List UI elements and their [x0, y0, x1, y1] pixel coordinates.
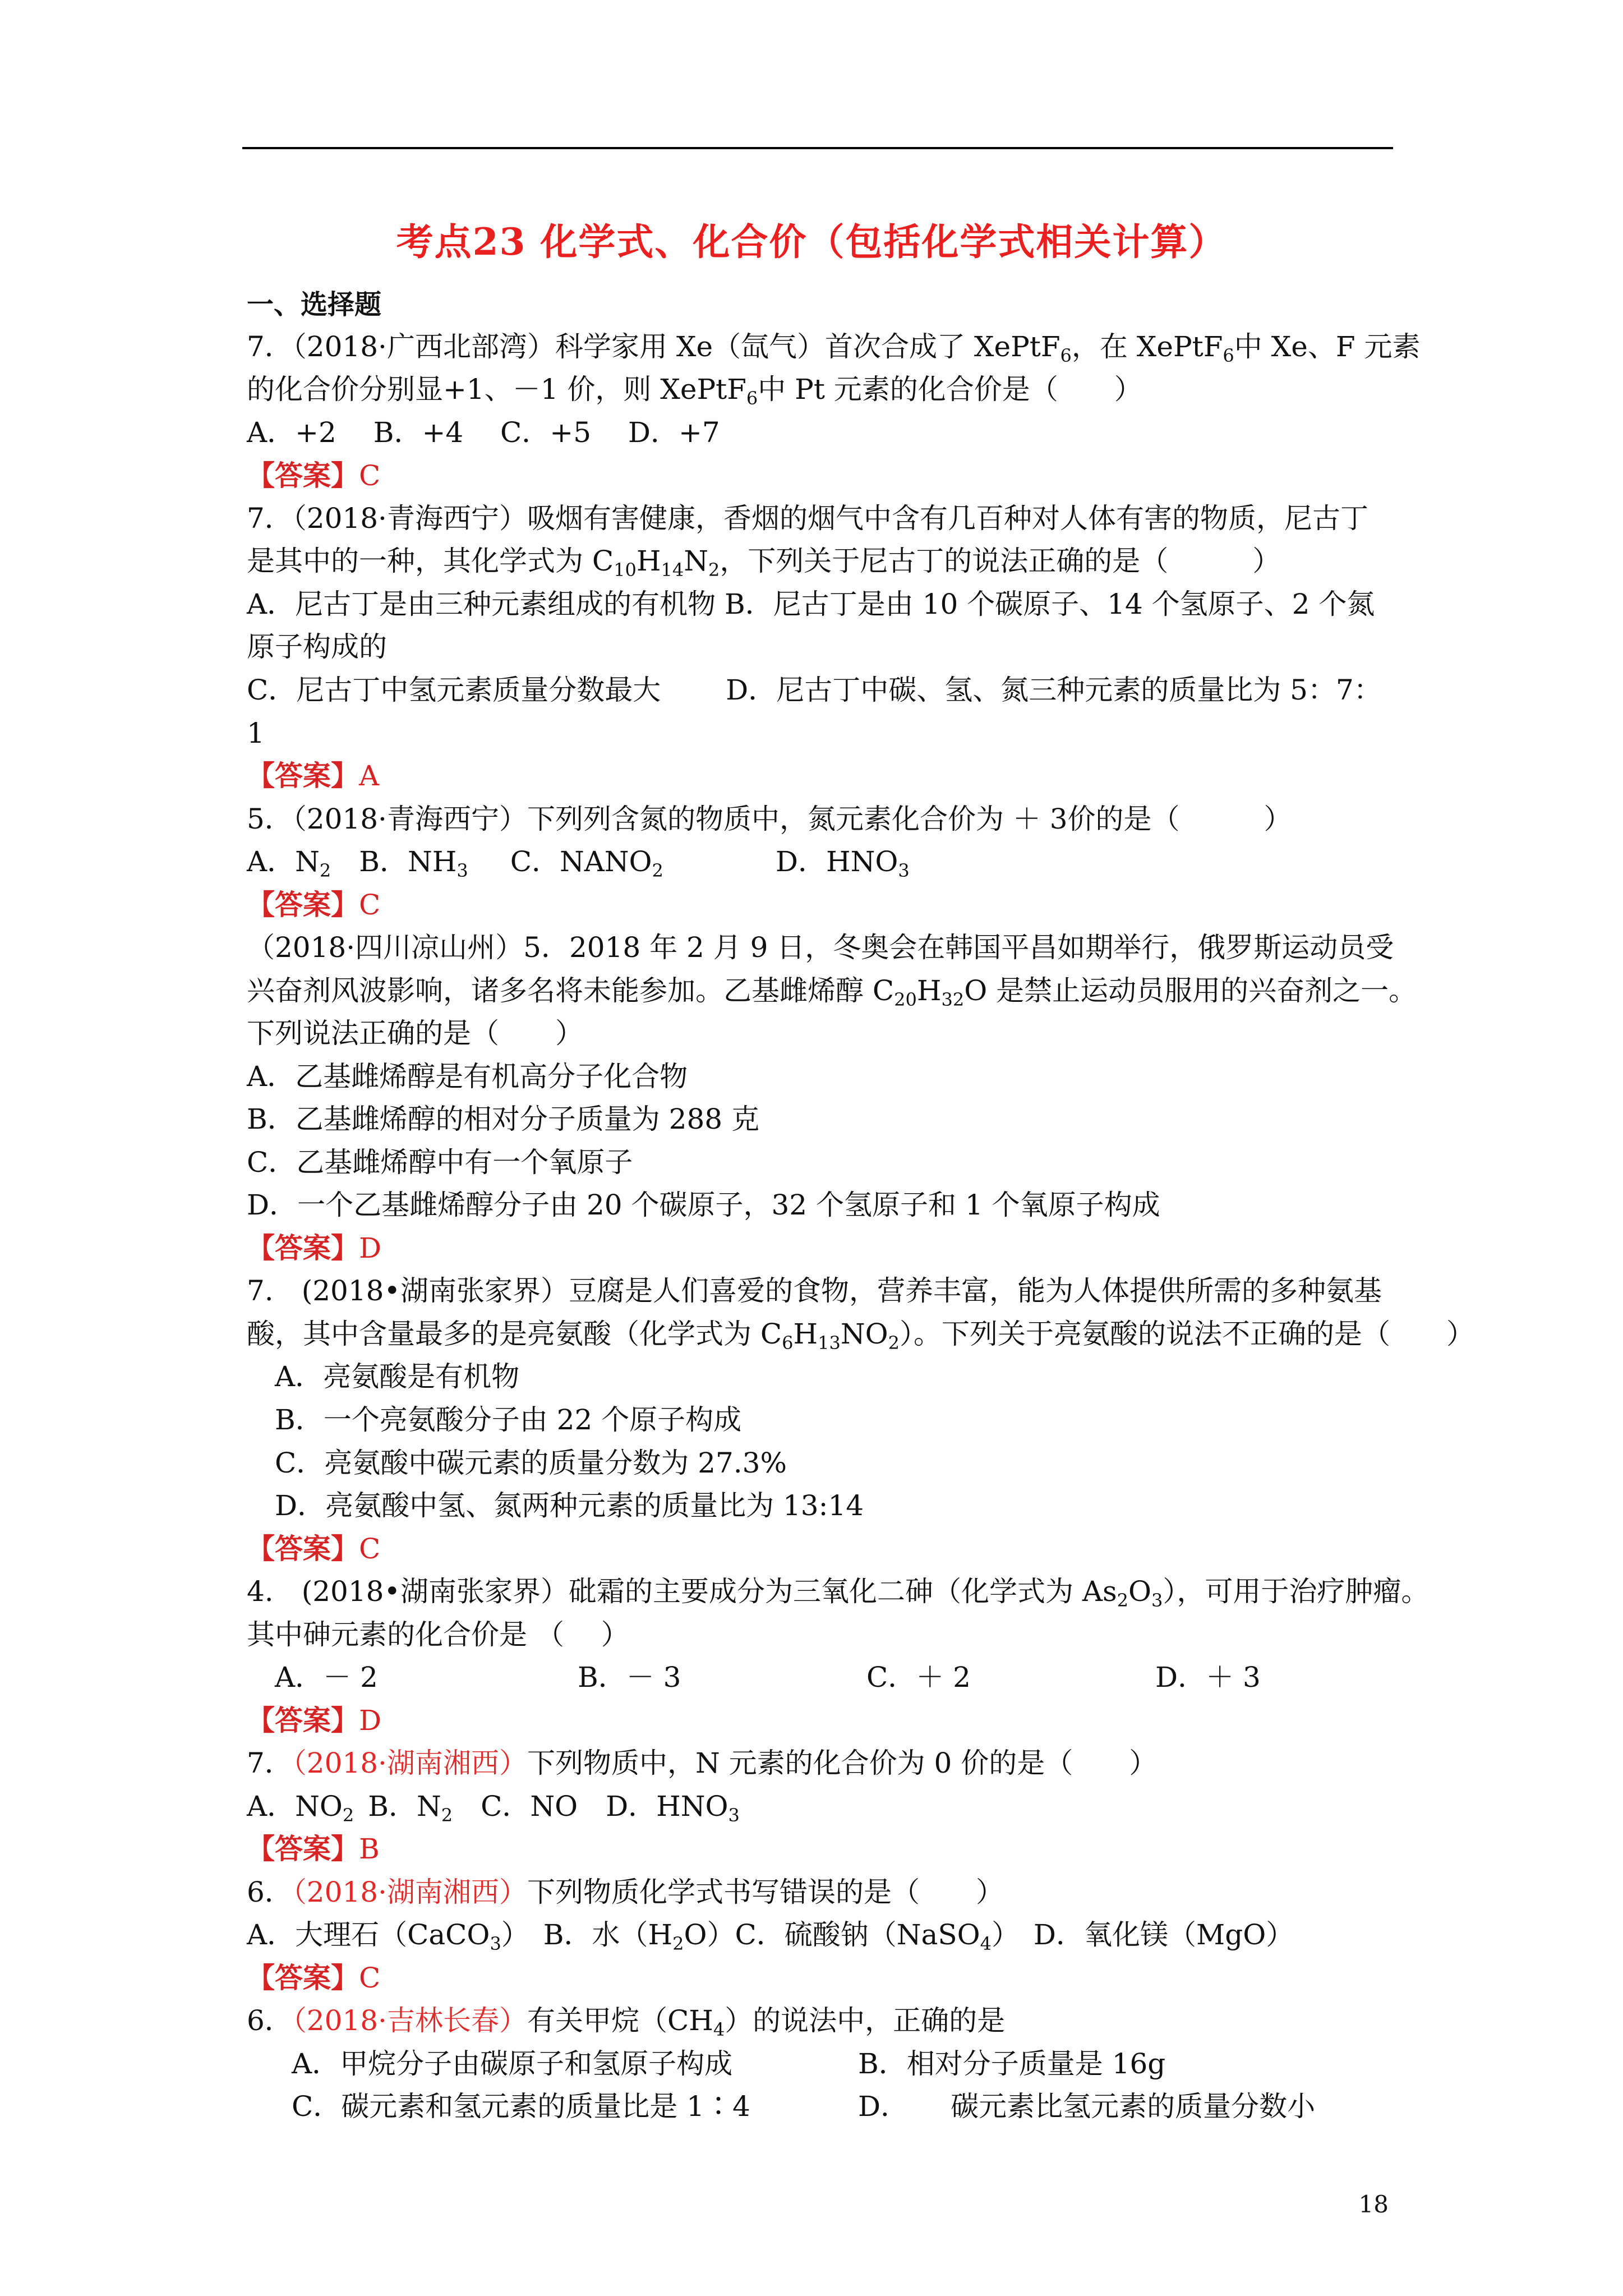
- question-line: 7．（2018·广西北部湾）科学家用 Xe（氙气）首次合成了 XePtF$_6$，在 XePtF$_6$中 Xe、F 元素: [247, 330, 1421, 366]
- option-line: C．亮氨酸中碳元素的质量分数为 27.3%: [275, 1447, 787, 1479]
- header-rule: [242, 147, 1393, 149]
- option-c: C．碳元素和氢元素的质量比是 1∶4: [292, 2090, 750, 2123]
- answer-line: 【答案】C: [247, 888, 381, 921]
- options-line: A．+2 B．+4 C．+5 D．+7: [247, 416, 720, 449]
- answer-line: 【答案】C: [247, 1961, 381, 1994]
- option-d: D． 碳元素比氢元素的质量分数小: [858, 2090, 1316, 2123]
- option-line: 原子构成的: [247, 631, 387, 663]
- option-line: C．乙基雌烯醇中有一个氧原子: [247, 1146, 633, 1179]
- question-line: 兴奋剂风波影响，诸多名将未能参加。乙基雌烯醇 $C_{20}H_{32}O$ 是禁止运动员服用的兴奋剂之一。: [247, 974, 1417, 1010]
- question-line: 7．（2018·青海西宁）吸烟有害健康，香烟的烟气中含有几百种对人体有害的物质，尼古丁: [247, 502, 1368, 535]
- question-source: （2018·湖南湘西）: [292, 1747, 527, 1779]
- answer-line: 【答案】A: [247, 759, 380, 792]
- question-line: 6．（2018·湖南湘西）下列物质化学式书写错误的是（ ）: [247, 1876, 1004, 1908]
- page-title: 考点23 化学式、化合价（包括化学式相关计算）: [396, 220, 1227, 264]
- question-line: 7. (2018•湖南张家界）豆腐是人们喜爱的食物，营养丰富，能为人体提供所需的多种氨基: [247, 1274, 1382, 1307]
- answer-line: 【答案】D: [247, 1231, 382, 1264]
- question-line: 酸，其中含量最多的是亮氨酸（化学式为 $C_6H_{13}NO_2$）。下列关于亮氨酸的说法不正确的是（ ）: [247, 1318, 1474, 1354]
- question-line: 其中砷元素的化合价是 （ ）: [247, 1618, 629, 1651]
- question-line: 4. (2018•湖南张家界）砒霜的主要成分为三氧化二砷（化学式为 $As_2O_3$），可用于治疗肿瘤。: [247, 1575, 1430, 1611]
- question-line: 6．（2018·吉林长春）有关甲烷$(CH_4)$的说法中，正确的是: [247, 2004, 1006, 2040]
- answer-line: 【答案】C: [247, 459, 381, 492]
- option-line: C．尼古丁中氢元素质量分数最大 D．尼古丁中碳、氢、氮三种元素的质量比为 5：7：: [247, 674, 1382, 706]
- options-line: A．$N_2$ B．$NH_3$ C．$NANO_2$ D．$HNO_3$: [247, 845, 910, 881]
- question-line: 5．（2018·青海西宁）下列列含氮的物质中，氮元素化合价为 ＋ 3价的是（ ）: [247, 803, 1292, 835]
- option-c: C．＋ 2: [866, 1661, 971, 1694]
- question-line: 的化合价分别显+1、－1 价，则 XePtF$_6$中 Pt 元素的化合价是（ ）: [247, 373, 1142, 409]
- option-a: A．甲烷分子由碳原子和氢原子构成: [292, 2047, 733, 2080]
- option-line: B．乙基雌烯醇的相对分子质量为 288 克: [247, 1103, 759, 1135]
- answer-line: 【答案】C: [247, 1532, 381, 1565]
- option-b: B．－ 3: [578, 1661, 681, 1694]
- answer-line: 【答案】B: [247, 1832, 380, 1865]
- question-line: 是其中的一种，其化学式为 $C_{10}H_{14}N_2$，下列关于尼古丁的说法正确的是（ ）: [247, 545, 1281, 581]
- option-a: A．－ 2: [275, 1661, 378, 1694]
- question-line: 下列说法正确的是（ ）: [247, 1017, 583, 1050]
- question-source: （2018·湖南湘西）: [292, 1876, 527, 1908]
- option-line: D．一个乙基雌烯醇分子由 20 个碳原子，32 个氢原子和 1 个氧原子构成: [247, 1189, 1160, 1221]
- question-line: （2018·四川凉山州）5．2018 年 2 月 9 日，冬奥会在韩国平昌如期举行，俄罗斯运动员受: [247, 931, 1394, 964]
- section-heading: 一、选择题: [247, 289, 382, 320]
- option-d: D．＋ 3: [1155, 1661, 1261, 1694]
- option-line: 1: [247, 717, 265, 749]
- option-b: B．相对分子质量是 16g: [858, 2047, 1166, 2080]
- option-line: A．尼古丁是由三种元素组成的有机物 B．尼古丁是由 10 个碳原子、14 个氢原子、2 个氮: [247, 588, 1375, 620]
- options-line: A．大理石（CaCO$_3$） B．水$(H_2O)C$．硫酸钠（NaSO$_4$） D．氧化镁（MgO）: [247, 1918, 1294, 1954]
- options-line: A．$NO_2$ B．$N_2$ C．NO D．$HNO_3$: [247, 1790, 740, 1826]
- option-line: A．亮氨酸是有机物: [275, 1360, 520, 1393]
- answer-line: 【答案】D: [247, 1704, 382, 1737]
- question-source: （2018·吉林长春）: [292, 2004, 527, 2037]
- option-line: D．亮氨酸中氢、氮两种元素的质量比为 13:14: [275, 1489, 864, 1522]
- option-line: A．乙基雌烯醇是有机高分子化合物: [247, 1060, 688, 1093]
- question-line: 7．（2018·湖南湘西）下列物质中，N 元素的化合价为 0 价的是（ ）: [247, 1747, 1158, 1779]
- page-number: 18: [1358, 2191, 1389, 2218]
- option-line: B．一个亮氨酸分子由 22 个原子构成: [275, 1404, 742, 1436]
